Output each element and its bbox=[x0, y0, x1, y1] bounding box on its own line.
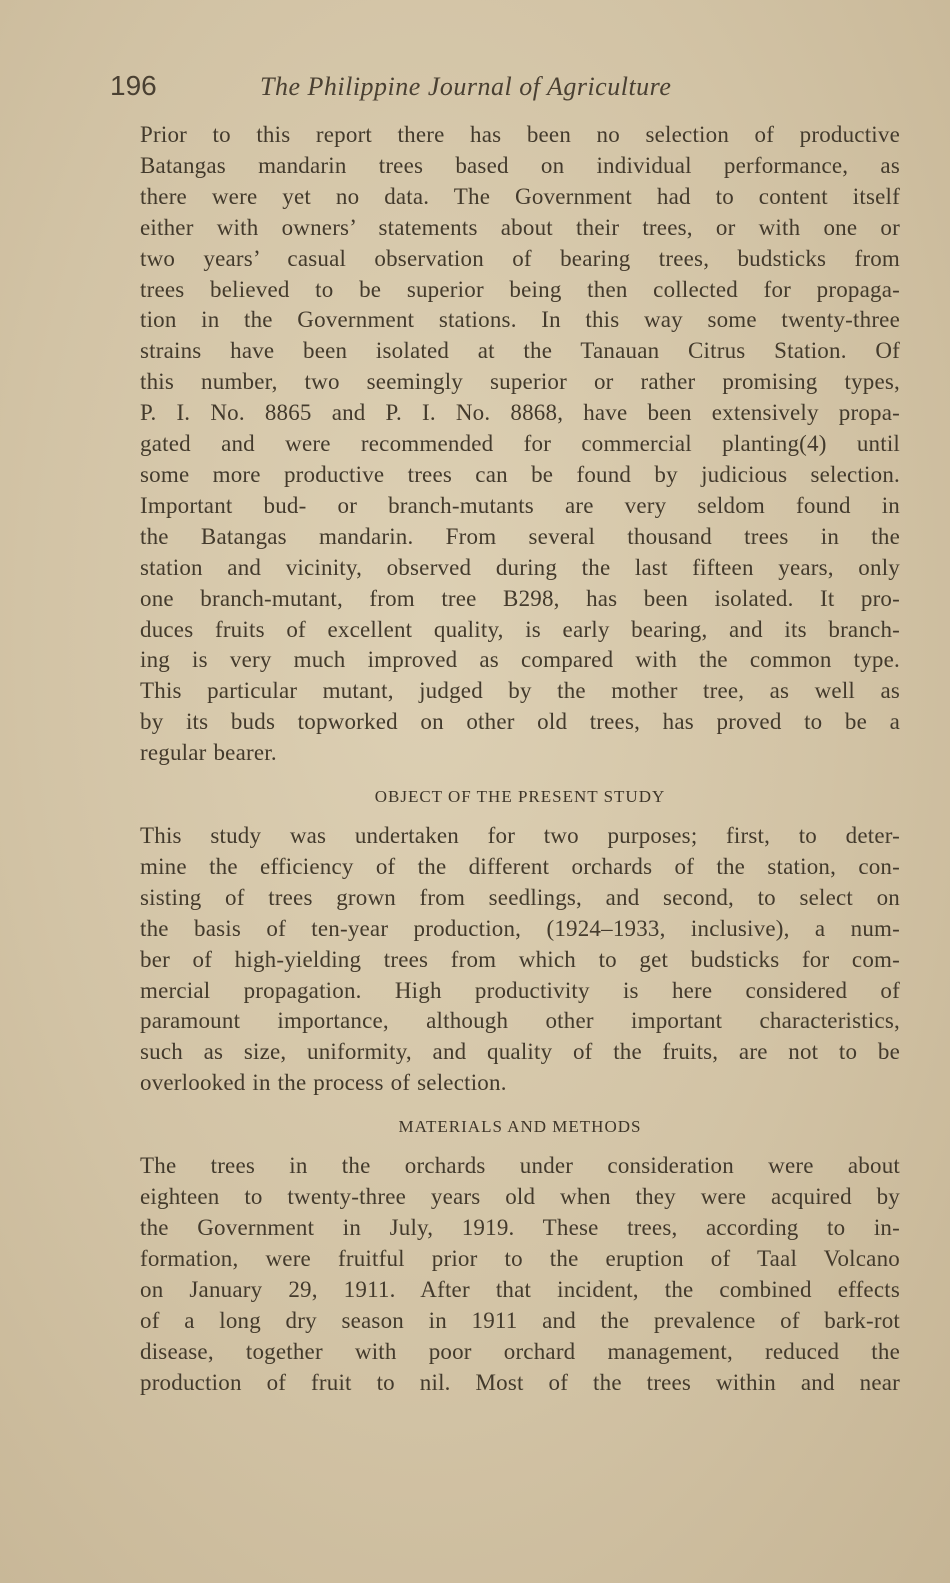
paragraph-object-study bbox=[140, 821, 900, 1099]
text-line: paramount importance, although other important characteristics, bbox=[140, 1008, 900, 1034]
running-head bbox=[110, 70, 830, 106]
text-line: on January 29, 1911. After that incident, the combined effects bbox=[140, 1276, 900, 1302]
text-line: two years’ casual observation of bearing trees, budsticks from bbox=[140, 245, 900, 271]
text-line: P. I. No. 8865 and P. I. No. 8868, have been extensively propa- bbox=[140, 400, 900, 426]
text-line: tion in the Government stations. In this way some twenty-three bbox=[140, 307, 900, 333]
text-line: mine the efficiency of the different orchards of the station, con- bbox=[140, 853, 900, 879]
text-line: This study was undertaken for two purposes; first, to deter- bbox=[140, 823, 900, 849]
text-line: The trees in the orchards under consideration were about bbox=[140, 1153, 900, 1179]
text-line: Important bud- or branch-mutants are very seldom found in bbox=[140, 492, 900, 518]
text-line: some more productive trees can be found by judicious selection. bbox=[140, 461, 900, 487]
text-line: trees believed to be superior being then collected for propaga- bbox=[140, 276, 900, 302]
text-line: eighteen to twenty-three years old when they were acquired by bbox=[140, 1184, 900, 1210]
text-line: either with owners’ statements about their trees, or with one or bbox=[140, 214, 900, 240]
text-line: this number, two seemingly superior or rather promising types, bbox=[140, 369, 900, 395]
text-line: strains have been isolated at the Tanauan Citrus Station. Of bbox=[140, 338, 900, 364]
text-line: one branch-mutant, from tree B298, has been isolated. It pro- bbox=[140, 585, 900, 611]
text-line: there were yet no data. The Government had to content itself bbox=[140, 183, 900, 209]
text-line: mercial propagation. High productivity is here considered of bbox=[140, 977, 900, 1003]
text-line: Batangas mandarin trees based on individual performance, as bbox=[140, 152, 900, 178]
section-heading-object: OBJECT OF THE PRESENT STUDY bbox=[374, 787, 666, 807]
text-line: such as size, uniformity, and quality of the fruits, are not to be bbox=[140, 1039, 900, 1065]
body-text bbox=[140, 120, 900, 1398]
text-line: by its buds topworked on other old trees, has proved to be a bbox=[140, 709, 900, 735]
section-heading-materials: MATERIALS AND METHODS bbox=[398, 1117, 642, 1137]
text-line: sisting of trees grown from seedlings, and second, to select on bbox=[140, 884, 900, 910]
text-line: Prior to this report there has been no selection of productive bbox=[140, 122, 900, 147]
text-line: ber of high-yielding trees from which to get budsticks for com- bbox=[140, 946, 900, 972]
text-line: the Batangas mandarin. From several thousand trees in the bbox=[140, 523, 900, 549]
text-line: This particular mutant, judged by the mother tree, as well as bbox=[140, 678, 900, 704]
page-number: 196 bbox=[110, 70, 157, 101]
text-line: disease, together with poor orchard management, reduced the bbox=[140, 1338, 900, 1364]
text-line: formation, were fruitful prior to the eruption of Taal Volcano bbox=[140, 1245, 900, 1271]
text-line: station and vicinity, observed during the last fifteen years, only bbox=[140, 554, 900, 580]
text-line: duces fruits of excellent quality, is early bearing, and its branch- bbox=[140, 616, 900, 642]
text-line: production of fruit to nil. Most of the trees within and near bbox=[140, 1369, 900, 1395]
paragraph-bud-mutants bbox=[140, 491, 900, 769]
paragraph-materials-methods bbox=[140, 1151, 900, 1398]
text-line: ing is very much improved as compared with the common type. bbox=[140, 647, 900, 673]
text-line: the basis of ten-year production, (1924–1933, inclusive), a num- bbox=[140, 915, 900, 941]
text-line: of a long dry season in 1911 and the prevalence of bark-rot bbox=[140, 1307, 900, 1333]
text-line: regular bearer. bbox=[140, 740, 277, 766]
text-line: gated and were recommended for commercial planting(4) until bbox=[140, 431, 900, 457]
paragraph-prior-selection bbox=[140, 120, 900, 491]
text-line: the Government in July, 1919. These trees, according to in- bbox=[140, 1215, 900, 1240]
journal-title: The Philippine Journal of Agriculture bbox=[260, 72, 672, 101]
text-line: overlooked in the process of selection. bbox=[140, 1070, 507, 1096]
